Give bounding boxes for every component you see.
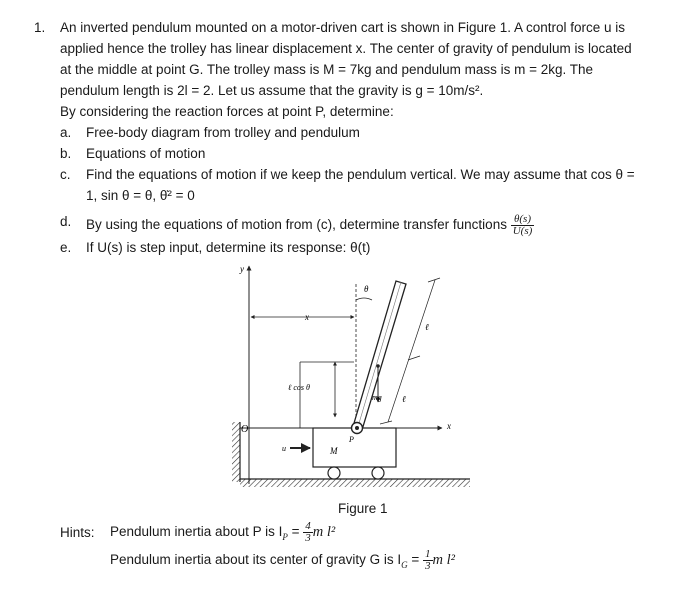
hint-2-tail: m l² [432,552,456,569]
hints-label: Hints: [60,525,95,540]
y-axis-label: y [240,264,244,274]
hint-1-fraction [303,521,313,544]
item-c-text: Find the equations of motion if we keep the pendulum vertical. We may assume that cos θ = [86,167,635,182]
item-c-letter: c. [60,167,71,182]
intro-line-5: By considering the reaction forces at point P, determine: [60,104,394,119]
hint-1-denominator: 3 [305,532,311,544]
lcos-label: ℓ cos θ [288,383,310,392]
force-u-label: u [282,444,286,453]
hint-1-subscript: P [282,531,288,542]
intro-line-4: pendulum length is 2l = 2. Let us assume that the gravity is g = 10m/s². [60,83,484,98]
origin-label: O [241,424,249,435]
center-of-gravity-point [376,364,380,368]
length-tick-bottom [380,421,392,424]
pivot-center [355,426,359,430]
item-e-text: If U(s) is step input, determine its response: θ(t) [86,240,371,255]
gravity-label: mg [372,393,382,402]
hint-2-subscript: G [401,559,408,570]
pivot-label: P [349,435,354,444]
pendulum-cart-figure [230,262,480,494]
hint-1-equals: = [287,524,304,540]
hint-1-tail: m l² [312,524,336,541]
cart-mass-label: M [330,446,338,456]
problem-number: 1. [34,20,46,35]
wheel-right [372,467,384,479]
length-upper-label: ℓ [425,322,429,332]
hint-2-numerator: 1 [425,548,431,560]
length-lower-label: ℓ [402,394,406,404]
theta-label: θ [364,284,369,294]
intro-line-1: An inverted pendulum mounted on a motor-driven cart is shown in Figure 1. A control force u is [60,20,626,35]
item-d-letter: d. [60,214,72,229]
intro-line-2: applied hence the trolley has linear displacement x. The center of gravity of pendulum is located [60,41,632,56]
item-b-text: Equations of motion [86,146,206,161]
item-b-letter: b. [60,146,72,161]
hint-2-text: Pendulum inertia about its center of gravity G is I [110,552,402,568]
ground-hatch [240,479,470,487]
item-d-text-body: By using the equations of motion from (c), determine transfer functions [86,217,507,233]
item-a-text: Free-body diagram from trolley and pendulum [86,125,360,140]
transfer-function-fraction [511,214,535,237]
fraction-denominator: U(s) [512,225,533,237]
wheel-left [328,467,340,479]
item-d-text [86,214,534,237]
theta-arc [356,298,372,300]
item-e-letter: e. [60,240,72,255]
item-a-letter: a. [60,125,72,140]
item-c-continuation: 1, sin θ = θ, θ̇² = 0 [86,188,195,203]
hint-2-equals: = [407,552,424,568]
figure-caption: Figure 1 [338,501,388,516]
hint-2-denominator: 3 [425,560,431,572]
hint-2-fraction [423,549,433,572]
cart-body [313,428,396,467]
x-axis-label: x [447,421,451,431]
hint-line-2 [110,549,455,572]
hint-1-text: Pendulum inertia about P is I [110,524,283,540]
x-dimension-label: x [305,312,309,322]
fraction-numerator: θ(s) [511,214,535,226]
hint-line-1 [110,521,335,544]
length-tick-top [428,278,440,282]
intro-line-3: at the middle at point G. The trolley mass is M = 7kg and pendulum mass is m = 2kg. The [60,62,594,77]
hint-1-numerator: 4 [305,520,311,532]
wall-hatch [232,422,240,482]
pendulum-centerline [357,282,401,430]
